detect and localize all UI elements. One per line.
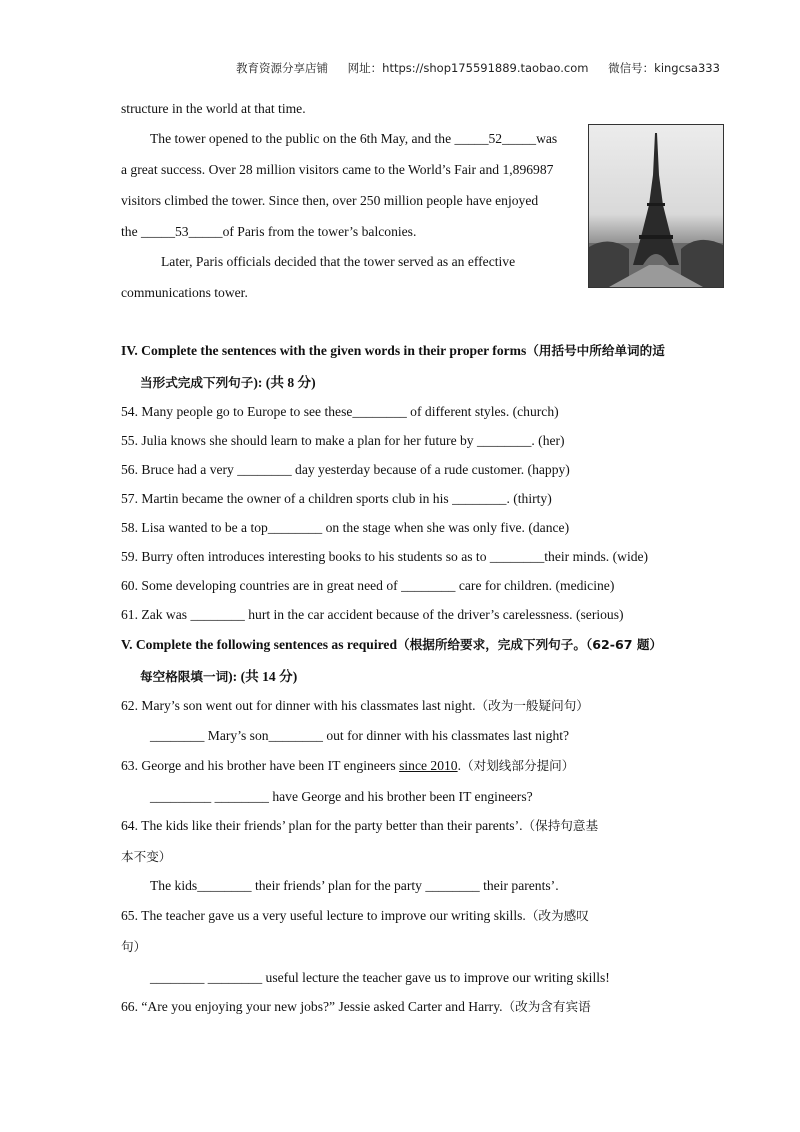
section-5-title-en: V. Complete the following sentences as required xyxy=(121,637,398,652)
question-66 xyxy=(121,998,591,1016)
question-65-requirement: （改为感叹 xyxy=(525,908,589,923)
section-5-title-line-2 xyxy=(140,668,297,686)
passage-line-3: a great success. Over 28 million visitors came to the World’s Fair and 1,896987 xyxy=(121,162,554,177)
passage-line-5: the _____53_____of Paris from the tower’s balconies. xyxy=(121,224,417,239)
eiffel-tower-icon xyxy=(589,125,723,287)
question-62-requirement: （改为一般疑问句） xyxy=(475,698,589,713)
question-63-period: . xyxy=(457,758,462,773)
question-63-requirement: （对划线部分提问） xyxy=(461,758,575,773)
eiffel-tower-photo xyxy=(588,124,724,288)
question-65-text: 65. The teacher gave us a very useful lecture to improve our writing skills. xyxy=(121,908,526,923)
wechat-id: 微信号：kingcsa333 xyxy=(608,61,720,75)
question-63 xyxy=(121,757,574,775)
question-63-underlined: since 2010 xyxy=(399,758,458,773)
question-64-answer: The kids________ their friends’ plan for the party ________ their parents’. xyxy=(150,878,559,893)
question-59: 59. Burry often introduces interesting books to his students so as to ________their minds. (wide) xyxy=(121,549,649,564)
passage-line-6: Later, Paris officials decided that the tower served as an effective xyxy=(161,254,516,269)
question-57: 57. Martin became the owner of a children sports club in his ________. (thirty) xyxy=(121,491,552,506)
shop-url: 网址：https://shop175591889.taobao.com xyxy=(347,61,589,75)
passage-line-4: visitors climbed the tower. Since then, over 250 million people have enjoyed xyxy=(121,193,539,208)
question-64-requirement-cont xyxy=(121,848,171,866)
question-65-requirement-2: 句） xyxy=(121,939,147,954)
section-4-title-cn: （用括号中所给单词的适 xyxy=(526,343,665,358)
passage-line-2: The tower opened to the public on the 6th May, and the _____52_____was xyxy=(150,131,558,146)
section-5-title-cn: （根据所给要求，完成下列句子。（62-67 题） xyxy=(397,637,663,652)
section-4-title-line-1 xyxy=(121,342,665,360)
question-58: 58. Lisa wanted to be a top________ on the stage when she was only five. (dance) xyxy=(121,520,570,535)
question-63-answer: _________ ________ have George and his brother been IT engineers? xyxy=(150,789,533,804)
question-64-text: 64. The kids like their friends’ plan for the party better than their parents’. xyxy=(121,818,523,833)
question-65-requirement-cont xyxy=(121,938,146,956)
question-64 xyxy=(121,817,598,835)
question-65 xyxy=(121,907,589,925)
section-5-title-cn-2: 每空格限填一词 xyxy=(140,669,229,684)
question-60: 60. Some developing countries are in great need of ________ care for children. (medicine) xyxy=(121,578,615,593)
question-65-answer: ________ ________ useful lecture the teacher gave us to improve our writing skills! xyxy=(150,970,610,985)
question-61: 61. Zak was ________ hurt in the car accident because of the driver’s carelessness. (serious) xyxy=(121,607,624,622)
question-55: 55. Julia knows she should learn to make a plan for her future by ________. (her) xyxy=(121,433,565,448)
question-64-requirement: （保持句意基 xyxy=(522,818,599,833)
shop-name: 教育资源分享店铺 xyxy=(236,61,328,75)
passage-line-7: communications tower. xyxy=(121,285,248,300)
section-4-title-line-2 xyxy=(140,374,316,392)
section-4-title-en: IV. Complete the sentences with the given words in their proper forms xyxy=(121,343,527,358)
passage-line-1: structure in the world at that time. xyxy=(121,101,306,116)
question-66-text: 66. “Are you enjoying your new jobs?” Jessie asked Carter and Harry. xyxy=(121,999,503,1014)
question-62 xyxy=(121,697,589,715)
question-54: 54. Many people go to Europe to see these________ of different styles. (church) xyxy=(121,404,559,419)
question-62-text: 62. Mary’s son went out for dinner with his classmates last night. xyxy=(121,698,476,713)
question-66-requirement: （改为含有宾语 xyxy=(502,999,591,1014)
section-4-points: ): (共 8 分) xyxy=(253,375,316,390)
page-header xyxy=(236,60,736,76)
question-56: 56. Bruce had a very ________ day yesterday because of a rude customer. (happy) xyxy=(121,462,570,477)
question-64-requirement-2: 本不变） xyxy=(121,849,172,864)
section-5-points: ): (共 14 分) xyxy=(228,669,298,684)
section-5-title-line-1 xyxy=(121,636,662,654)
question-62-answer: ________ Mary’s son________ out for dinner with his classmates last night? xyxy=(150,728,570,743)
question-63-text: 63. George and his brother have been IT engineers xyxy=(121,758,400,773)
section-4-title-cn-2: 当形式完成下列句子 xyxy=(140,375,254,390)
